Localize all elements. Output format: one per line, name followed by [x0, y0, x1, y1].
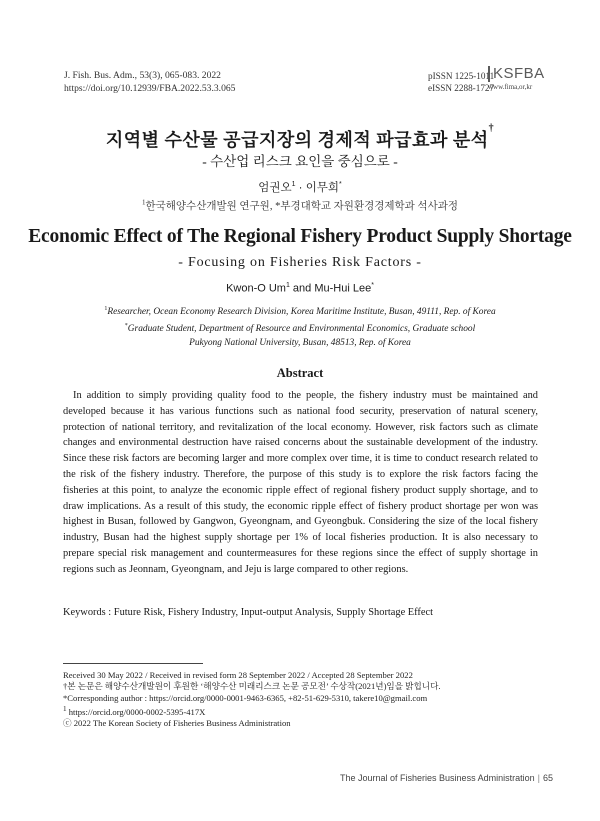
corresponding-author[interactable]: *Corresponding author : https://orcid.org/0000-0001-9463-6365, +82-51-629-5310, takere10@gmail.com [63, 692, 428, 703]
page-number: 65 [542, 773, 553, 783]
logo-url: www.fima,or,kr [488, 83, 533, 91]
pissn: pISSN 1225-1011 [428, 71, 495, 81]
abstract-body [63, 388, 538, 578]
english-affiliations [0, 302, 600, 350]
korean-title-mark: † [488, 123, 495, 134]
received-dates: Received 30 May 2022 / Received in revised form 28 September 2022 / Accepted 28 September 2022 [63, 670, 413, 680]
footnotes [63, 670, 543, 729]
english-author-separator: and [289, 282, 315, 295]
english-author-2: Mu-Hui Lee [314, 282, 372, 295]
korean-author-1: 엄권오 [258, 182, 292, 194]
footer-journal-name: The Journal of Fisheries Business Administration [340, 773, 535, 783]
english-affiliation-3: Pukyong National University, Busan, 48513, Rep. of Korea [189, 338, 411, 349]
copyright: ⓒ 2022 The Korean Society of Fisheries Business Administration [63, 718, 291, 729]
english-affil-2-mark: * [124, 323, 128, 330]
orcid-mark: 1 [63, 704, 67, 713]
korean-author-1-mark: 1 [291, 181, 296, 189]
footnote-divider [63, 663, 203, 664]
abstract-heading: Abstract [276, 366, 324, 380]
orcid-note[interactable] [63, 704, 543, 718]
korean-authors [0, 179, 600, 195]
keywords: Keywords : Future Risk, Fishery Industry, Input-output Analysis, Supply Shortage Effect [63, 607, 433, 618]
funding-note: †본 논문은 해양수산개발원이 후원한 ‘해양수산 미래리스크 논문 공모전’ 수상작(2021년)임을 밝힙니다. [63, 681, 441, 692]
footer-separator: | [537, 773, 540, 783]
korean-subtitle: - 수산업 리스크 요인을 중심으로 - [202, 154, 398, 169]
english-affil-1-mark: 1 [104, 306, 108, 312]
korean-affiliation [0, 198, 600, 213]
abstract-text: In addition to simply providing quality food to the people, the fishery industry must be maintained and developed because it has various functions such as national food security, preservation of natural scenery, protection of national territory, and revitalization of the local economy. However, risk factors such as climate changes and environmental destruction have raised concerns about the sustainable development of the industry. Since these risk factors are becoming larger and more complex over time, it is time to conduct research related to the risk of the fishery industry. Therefore, the purpose of this study is to explore the risk factors facing the fisheries at this point, to analyze the economic ripple effect of regional fishery product supply shortage, and to draw implications. As a result of this study, the economic ripple effect of fishery product shortage per won was highest in Busan, followed by Gangwon, Gyeongnam, and Gyeongbuk. Considering the size of the local fishery industry, Busan had the highest supply shortage per 1% of local fisheries production. It is also necessary to prepare special risk management and countermeasures for these regions since the effect of supply shortage in regions such as Jeonnam, Gyeongnam, and Jeju is large compared to other regions. [63, 390, 538, 575]
english-subtitle: - Focusing on Fisheries Risk Factors - [178, 255, 422, 270]
journal-citation: J. Fish. Bus. Adm., 53(3), 065-083. 2022 [64, 70, 221, 81]
english-author-1: Kwon-O Um [226, 282, 286, 295]
issn-block [428, 71, 494, 94]
eissn: eISSN 2288-1727 [428, 82, 495, 93]
ksfba-logo [488, 65, 545, 91]
english-affil-2-text: Graduate Student, Department of Resource and Environmental Economics, Graduate school [127, 324, 476, 335]
orcid-link[interactable]: https://orcid.org/0000-0002-5395-417X [68, 706, 206, 717]
korean-title [0, 123, 600, 152]
english-authors [0, 282, 600, 295]
english-affiliation-2 [0, 319, 600, 336]
korean-author-2: 이무희 [305, 182, 340, 194]
journal-header-left [64, 69, 235, 95]
korean-author-2-mark: * [339, 181, 342, 189]
english-author-1-mark: 1 [285, 282, 290, 289]
korean-affil-mark: 1 [141, 198, 146, 207]
english-affil-1-text: Researcher, Ocean Economy Research Division, Korea Maritime Institute, Busan, 49111, Rep. of Korea [107, 307, 496, 318]
journal-doi[interactable]: https://doi.org/10.12939/FBA.2022.53.3.065 [64, 83, 236, 94]
english-title: Economic Effect of The Regional Fishery Product Supply Shortage [28, 226, 572, 247]
korean-author-separator: · [295, 182, 306, 194]
korean-affiliation-text: 한국해양수산개발원 연구원, *부경대학교 자원환경경제학과 석사과정 [145, 201, 459, 212]
korean-title-text: 지역별 수산물 공급지장의 경제적 파급효과 분석 [105, 130, 489, 150]
page-footer [340, 773, 553, 783]
english-affiliation-1 [0, 302, 600, 319]
logo-text: KSFBA [488, 66, 540, 82]
english-author-2-mark: * [371, 282, 374, 289]
